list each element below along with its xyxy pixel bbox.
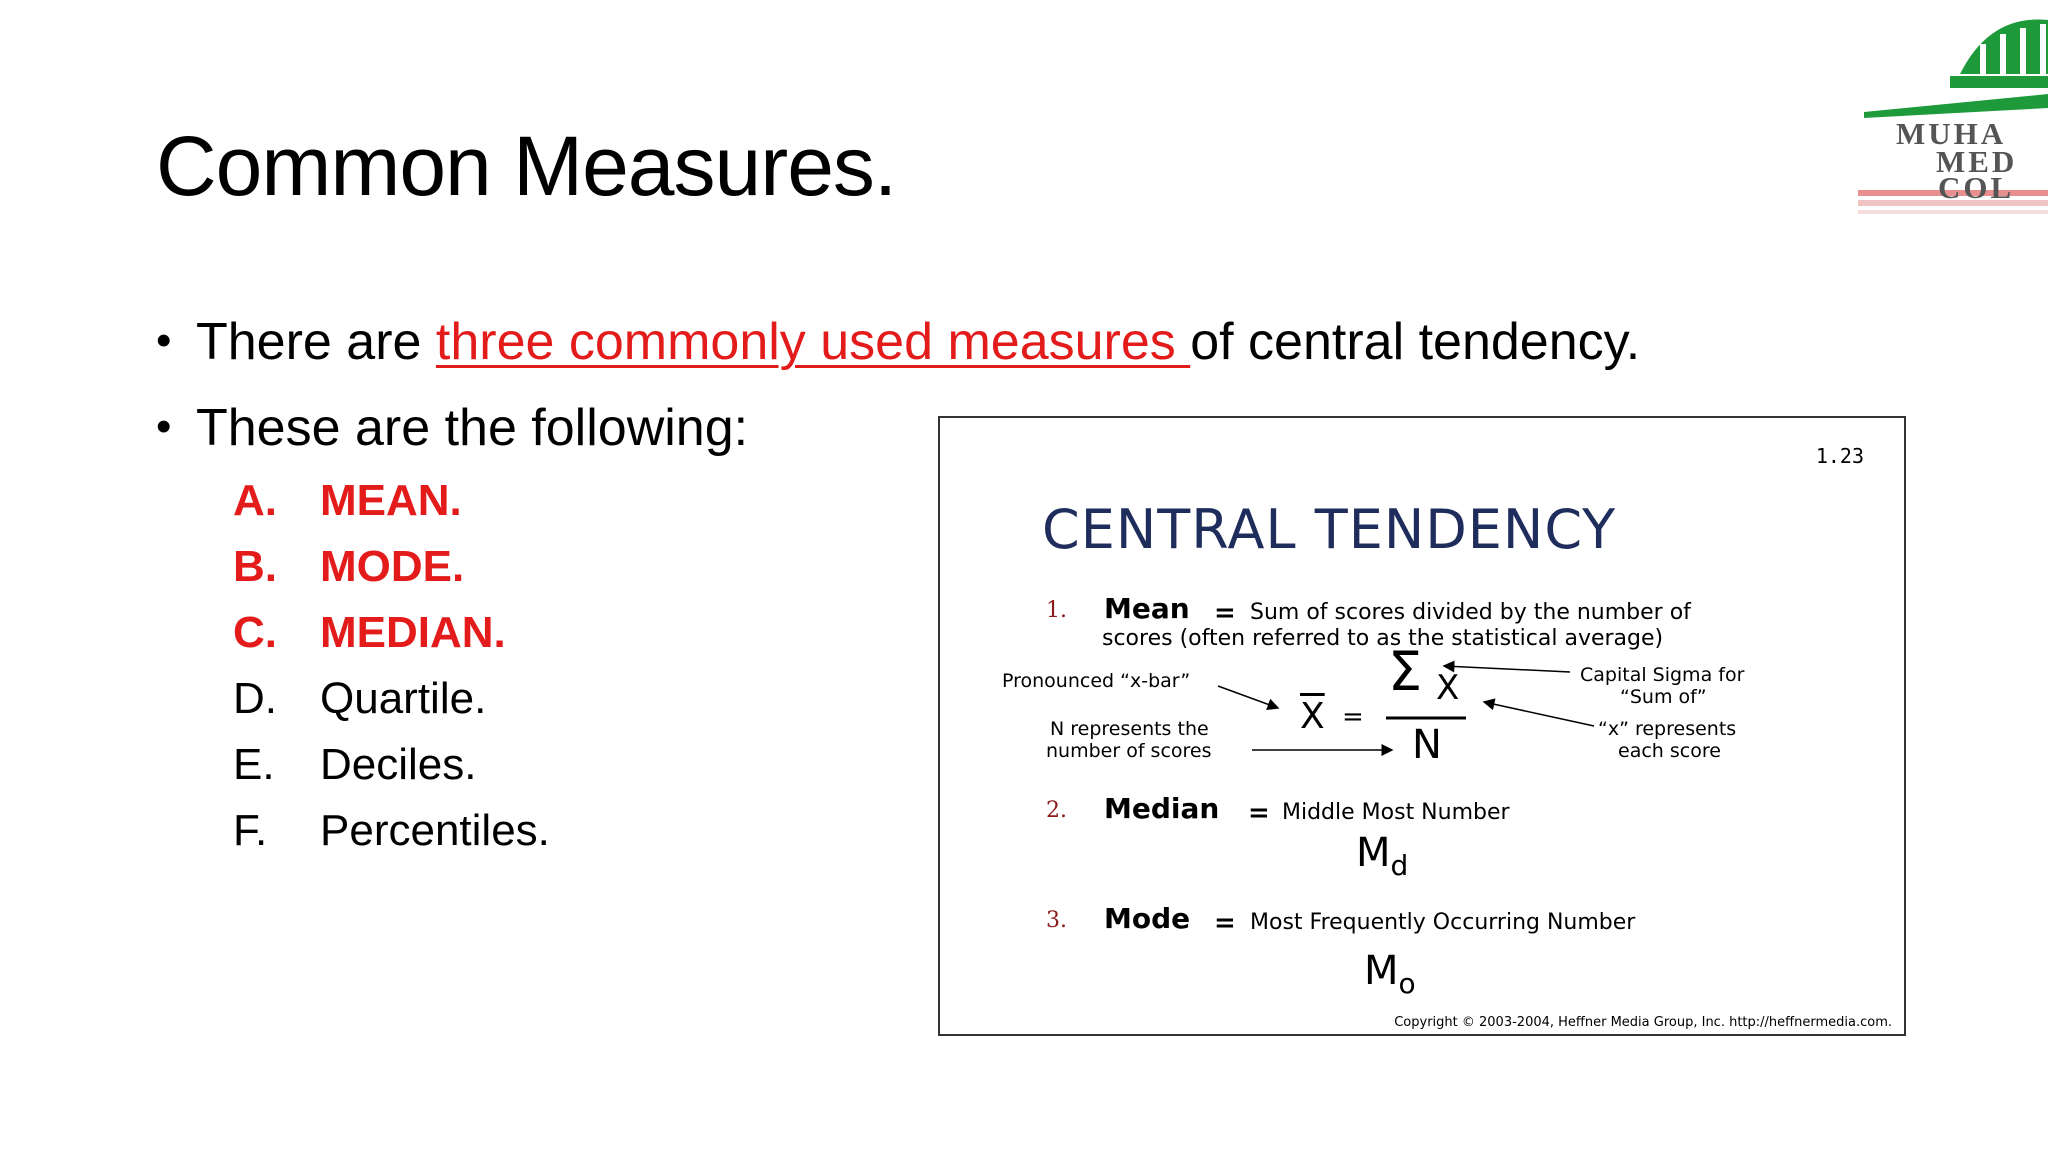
logo-text-line2: MED: [1936, 144, 2018, 179]
item-1-term: Mean: [1104, 592, 1190, 625]
central-tendency-figure: [938, 416, 1906, 1036]
sigma-annotation-line2: “Sum of”: [1620, 686, 1707, 708]
list-item-e: [233, 740, 477, 790]
median-symbol-m: M: [1356, 830, 1391, 876]
item-2-term: Median: [1104, 792, 1220, 825]
formula-arrows-icon: [940, 418, 1904, 1034]
list-label: Percentiles.: [320, 806, 550, 855]
figure-page-number: 1.23: [1815, 444, 1864, 468]
list-label: Quartile.: [320, 674, 487, 723]
item-2-eq: =: [1248, 798, 1270, 828]
list-letter: E.: [233, 740, 275, 789]
formula-equals: =: [1342, 702, 1364, 732]
item-1-desc-line1: Sum of scores divided by the number of: [1250, 600, 1691, 625]
bullet-dot-icon: •: [156, 316, 172, 365]
list-label: MEAN.: [320, 476, 462, 525]
figure-title: CENTRAL TENDENCY: [1042, 498, 1617, 561]
item-2-desc: Middle Most Number: [1282, 800, 1510, 825]
list-letter: C.: [233, 608, 277, 657]
n-annotation-line1: N represents the: [1050, 718, 1209, 740]
x-annotation-line2: each score: [1618, 740, 1721, 762]
item-3-desc: Most Frequently Occurring Number: [1250, 910, 1636, 935]
slide-title: Common Measures.: [156, 119, 897, 213]
sigma-annotation-line1: Capital Sigma for: [1580, 664, 1745, 686]
bullet-1-suffix: of central tendency.: [1190, 313, 1641, 371]
median-symbol-sub: d: [1390, 849, 1409, 882]
item-1-eq: =: [1214, 598, 1236, 628]
list-label: MEDIAN.: [320, 608, 506, 657]
list-letter: D.: [233, 674, 277, 723]
xbar-symbol: $\overline{X}$: [1300, 696, 1325, 737]
logo-text-line3: COL: [1938, 170, 2015, 205]
formula-x: X: [1436, 668, 1460, 708]
n-annotation-line2: number of scores: [1046, 740, 1212, 762]
item-3-eq: =: [1214, 908, 1236, 938]
item-1-number: 1.: [1046, 598, 1067, 623]
item-2-number: 2.: [1046, 798, 1067, 823]
mode-symbol-m: M: [1364, 948, 1399, 994]
bullet-1-prefix: There are: [196, 313, 436, 371]
item-1-desc-line2: scores (often referred to as the statistical average): [1102, 626, 1664, 651]
mode-symbol-sub: o: [1398, 967, 1416, 1000]
x-annotation-line1: “x” represents: [1598, 718, 1737, 740]
figure-copyright: Copyright © 2003-2004, Heffner Media Group, Inc. http://heffnermedia.com.: [1394, 1015, 1892, 1030]
item-3-term: Mode: [1104, 902, 1191, 935]
bullet-2-text: These are the following:: [196, 399, 749, 457]
formula-n: N: [1412, 722, 1442, 768]
list-item-c: [233, 608, 506, 658]
bullet-1-highlight: three commonly used measures: [435, 313, 1191, 371]
list-item-a: [233, 476, 462, 526]
college-logo: [1840, 14, 2048, 244]
bullet-1: [156, 312, 1640, 372]
bullet-2: [156, 398, 748, 458]
sigma-symbol: Σ: [1388, 640, 1423, 703]
list-label: Deciles.: [320, 740, 477, 789]
median-symbol: [1356, 830, 1408, 882]
list-letter: A.: [233, 476, 277, 525]
list-item-f: [233, 806, 550, 856]
list-label: MODE.: [320, 542, 465, 591]
mode-symbol: [1364, 948, 1416, 1000]
list-item-b: [233, 542, 464, 592]
list-letter: F.: [233, 806, 268, 855]
list-item-d: [233, 674, 486, 724]
logo-text-line1: MUHA: [1896, 116, 2007, 151]
item-3-number: 3.: [1046, 908, 1067, 933]
bullet-dot-icon: •: [156, 402, 172, 451]
list-letter: B.: [233, 542, 277, 591]
xbar-annotation: Pronounced “x-bar”: [1002, 670, 1191, 692]
